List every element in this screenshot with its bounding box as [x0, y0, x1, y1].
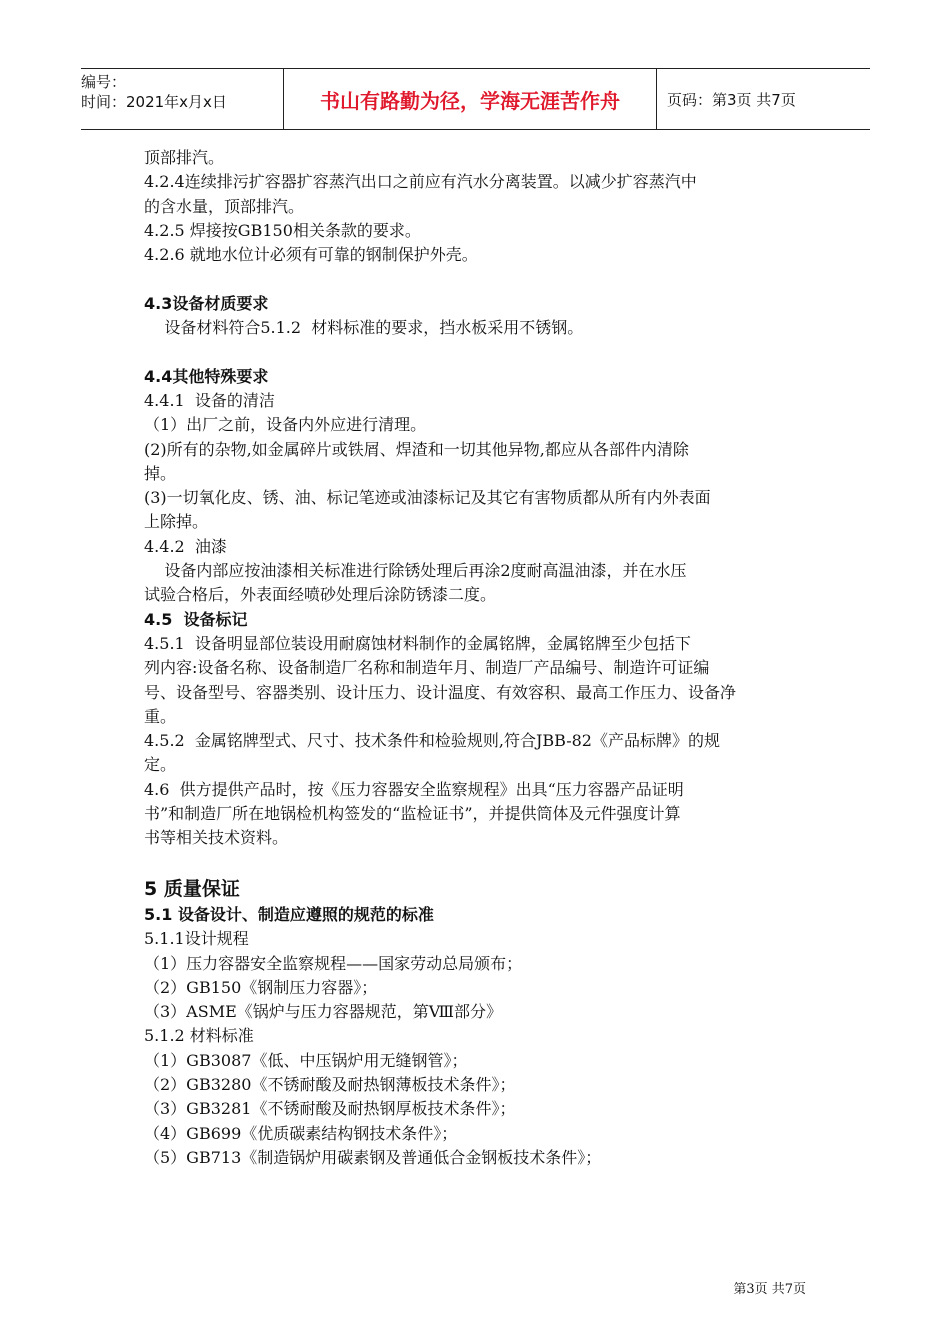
section-heading: 5.1 设备设计、制造应遵照的规范的标准 [144, 904, 434, 924]
text-line: 列内容:设备名称、设备制造厂名称和制造年月、制造厂产品编号、制造许可证编 [144, 658, 710, 678]
number-label: 编号： [81, 73, 127, 91]
text-line: 5.1.1设计规程 [144, 929, 249, 949]
text-line: 4.4.1 设备的清洁 [144, 390, 275, 410]
text-line: （2）GB3280《不锈耐酸及耐热钢薄板技术条件》； [144, 1074, 516, 1094]
text-line: 设备内部应按油漆相关标准进行除锈处理后再涂2度耐高温油漆，并在水压 [144, 561, 687, 581]
document-body [144, 146, 810, 1170]
text-line: （4）GB699《优质碳素结构钢技术条件》； [144, 1123, 458, 1143]
text-line: 4.2.5 焊接按GB150相关条款的要求。 [144, 220, 421, 240]
text-line: 4.2.6 就地水位计必须有可靠的钢制保护外壳。 [144, 245, 478, 265]
text-line: 4.5.2 金属铭牌型式、尺寸、技术条件和检验规则,符合JBB-82《产品标牌》的规 [144, 731, 720, 751]
text-line: 书”和制造厂所在地锅检机构签发的“监检证书”，并提供筒体及元件强度计算 [144, 804, 681, 824]
text-line: 设备材料符合5.1.2 材料标准的要求，挡水板采用不锈钢。 [144, 318, 584, 338]
text-line: 定。 [144, 755, 177, 775]
text-line: 掉。 [144, 463, 177, 483]
date-label: 时间：2021年x月x日 [81, 93, 227, 111]
text-line: 4.6 供方提供产品时，按《压力容器安全监察规程》出具“压力容器产品证明 [144, 779, 684, 799]
blank-line [144, 340, 810, 364]
section-heading: 4.4其他特殊要求 [144, 366, 269, 386]
text-line: 5.1.2 材料标准 [144, 1026, 254, 1046]
blank-line [144, 267, 810, 291]
header-page-info: 页码：第3页 共7页 [667, 90, 796, 109]
text-line: 的含水量，顶部排汽。 [144, 196, 305, 216]
blank-line [144, 851, 810, 875]
section-heading: 5 质量保证 [144, 877, 240, 900]
text-line: （1）出厂之前，设备内外应进行清理。 [144, 415, 427, 435]
text-line: 重。 [144, 706, 177, 726]
header-left-cell [81, 69, 283, 129]
text-line: 4.4.2 油漆 [144, 536, 227, 556]
text-line: （1）压力容器安全监察规程——国家劳动总局颁布； [144, 953, 523, 973]
text-line: （1）GB3087《低、中压锅炉用无缝钢管》； [144, 1050, 468, 1070]
text-line: 上除掉。 [144, 512, 209, 532]
text-line: 4.5.1 设备明显部位装设用耐腐蚀材料制作的金属铭牌，金属铭牌至少包括下 [144, 633, 691, 653]
text-line: (2)所有的杂物,如金属碎片或铁屑、焊渣和一切其他异物,都应从各部件内清除 [144, 439, 689, 459]
text-line: 号、设备型号、容器类别、设计压力、设计温度、有效容积、最高工作压力、设备净 [144, 682, 737, 702]
footer-page-number: 第3页 共7页 [733, 1282, 806, 1297]
text-line: 顶部排汽。 [144, 148, 225, 167]
section-heading: 4.3设备材质要求 [144, 293, 269, 313]
text-line: （3）ASME《锅炉与压力容器规范，第Ⅷ部分》 [144, 1002, 502, 1022]
text-line: 4.2.4连续排污扩容器扩容蒸汽出口之前应有汽水分离装置。以减少扩容蒸汽中 [144, 172, 697, 192]
text-line: 试验合格后，外表面经喷砂处理后涂防锈漆二度。 [144, 585, 497, 605]
text-line: 书等相关技术资料。 [144, 828, 289, 848]
text-line: （2）GB150《钢制压力容器》； [144, 977, 378, 997]
text-line: （3）GB3281《不锈耐酸及耐热钢厚板技术条件》； [144, 1099, 516, 1119]
text-line: （5）GB713《制造锅炉用碳素钢及普通低合金钢板技术条件》； [144, 1147, 602, 1167]
text-line: (3)一切氧化皮、锈、油、标记笔迹或油漆标记及其它有害物质都从所有内外表面 [144, 488, 711, 508]
page-header [81, 68, 870, 130]
section-heading: 4.5 设备标记 [144, 609, 248, 629]
header-motto: 书山有路勤为径，学海无涯苦作舟 [283, 69, 657, 129]
